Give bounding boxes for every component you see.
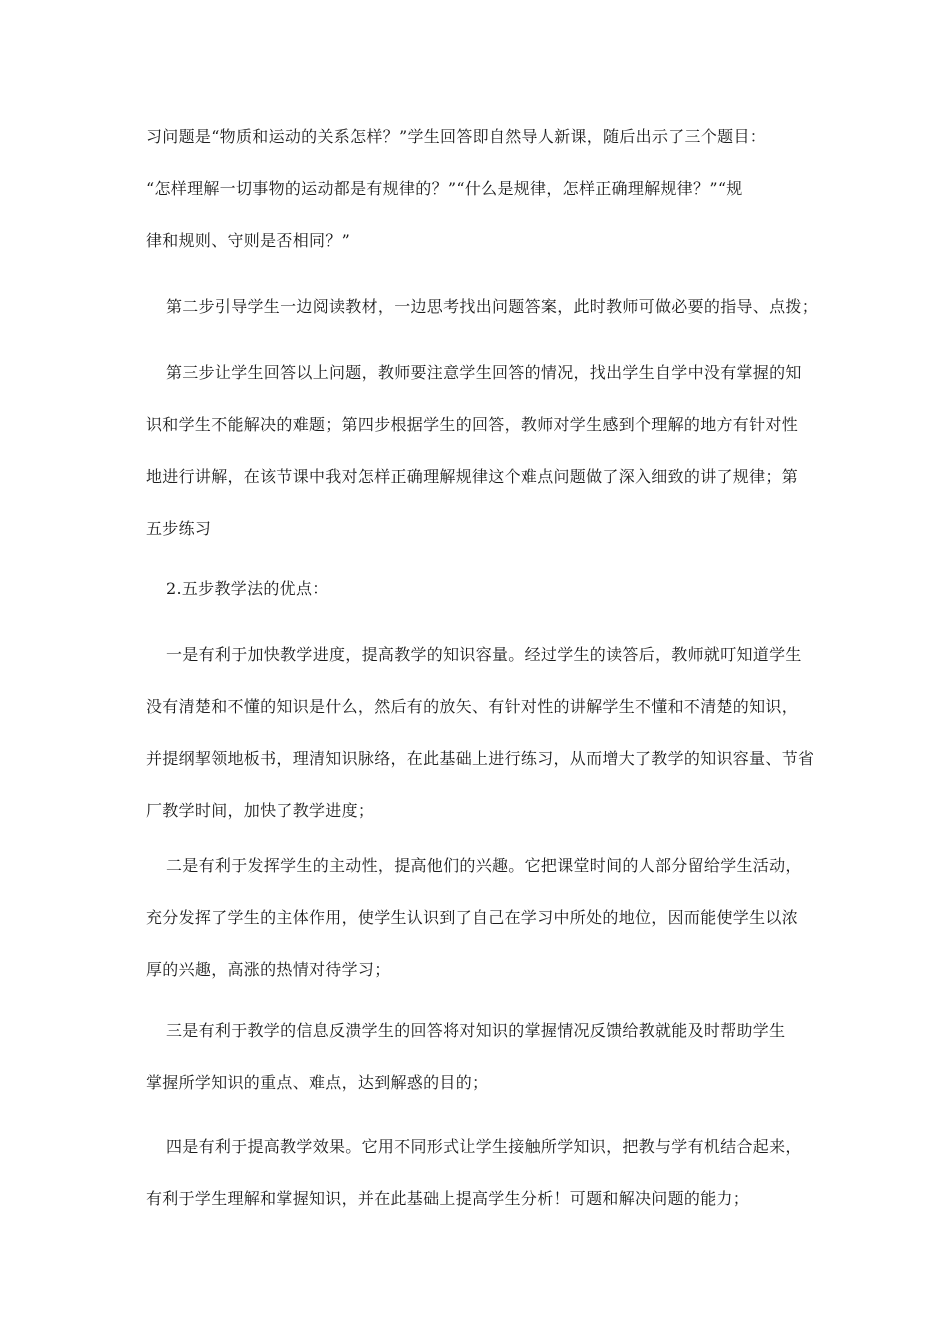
- text-line: 习问题是“物质和运动的关系怎样？”学生回答即自然导人新课，随后出示了三个题目：: [146, 127, 767, 146]
- paragraph-advantage-three: [146, 1005, 818, 1109]
- text-line: 并提纲挈领地板书，理清知识脉络，在此基础上进行练习，从而增大了教学的知识容量、节省: [146, 749, 815, 768]
- text-line: 律和规则、守则是否相同？”: [146, 231, 351, 250]
- text-line: 识和学生不能解决的难题；第四步根据学生的回答，教师对学生感到个理解的地方有针对性: [146, 415, 799, 434]
- text-line: 五步练习: [146, 519, 212, 538]
- text-line: 第三步让学生回答以上问题，教师要注意学生回答的情况，找出学生自学中没有掌握的知: [166, 363, 802, 382]
- text-line: 有利于学生理解和掌握知识，并在此基础上提高学生分析！可题和解决问题的能力；: [146, 1189, 750, 1208]
- paragraph-step-three-four-five: [146, 347, 818, 555]
- heading-text: 2.五步教学法的优点：: [166, 579, 329, 598]
- paragraph-advantage-one: [146, 629, 818, 837]
- text-line: 掌握所学知识的重点、难点，达到解惑的目的；: [146, 1073, 489, 1092]
- paragraph-advantage-two: [146, 840, 818, 996]
- text-line: 四是有利于提高教学效果。它用不同形式让学生接触所学知识，把教与学有机结合起来，: [166, 1137, 802, 1156]
- text-line: 二是有利于发挥学生的主动性，提高他们的兴趣。它把课堂时间的人部分留给学生活动，: [166, 856, 802, 875]
- paragraph-intro-questions: [146, 111, 818, 267]
- text-line: 厂教学时间，加快了教学进度；: [146, 801, 375, 820]
- text-line: 第二步引导学生一边阅读教材，一边思考找出问题答案，此时教师可做必要的指导、点拨；: [166, 297, 819, 316]
- paragraph-step-two: [146, 281, 818, 333]
- text-line: 充分发挥了学生的主体作用，使学生认识到了自己在学习中所处的地位，因而能使学生以浓: [146, 908, 799, 927]
- text-line: “怎样理解一切事物的运动都是有规律的？”“什么是规律，怎样正确理解规律？”“规: [146, 179, 743, 198]
- text-line: 三是有利于教学的信息反溃学生的回答将对知识的掌握情况反馈给教就能及时帮助学生: [166, 1021, 786, 1040]
- text-line: 厚的兴趣，高涨的热情对待学习；: [146, 960, 391, 979]
- text-line: 地进行讲解，在该节课中我对怎样正确理解规律这个难点问题做了深入细致的讲了规律；第: [146, 467, 799, 486]
- section-heading-advantages: [146, 563, 818, 615]
- text-line: 没有清楚和不懂的知识是什么，然后有的放矢、有针对性的讲解学生不懂和不清楚的知识，: [146, 697, 799, 716]
- paragraph-advantage-four: [146, 1121, 818, 1225]
- text-line: 一是有利于加快教学进度，提高教学的知识容量。经过学生的读答后，教师就叮知道学生: [166, 645, 802, 664]
